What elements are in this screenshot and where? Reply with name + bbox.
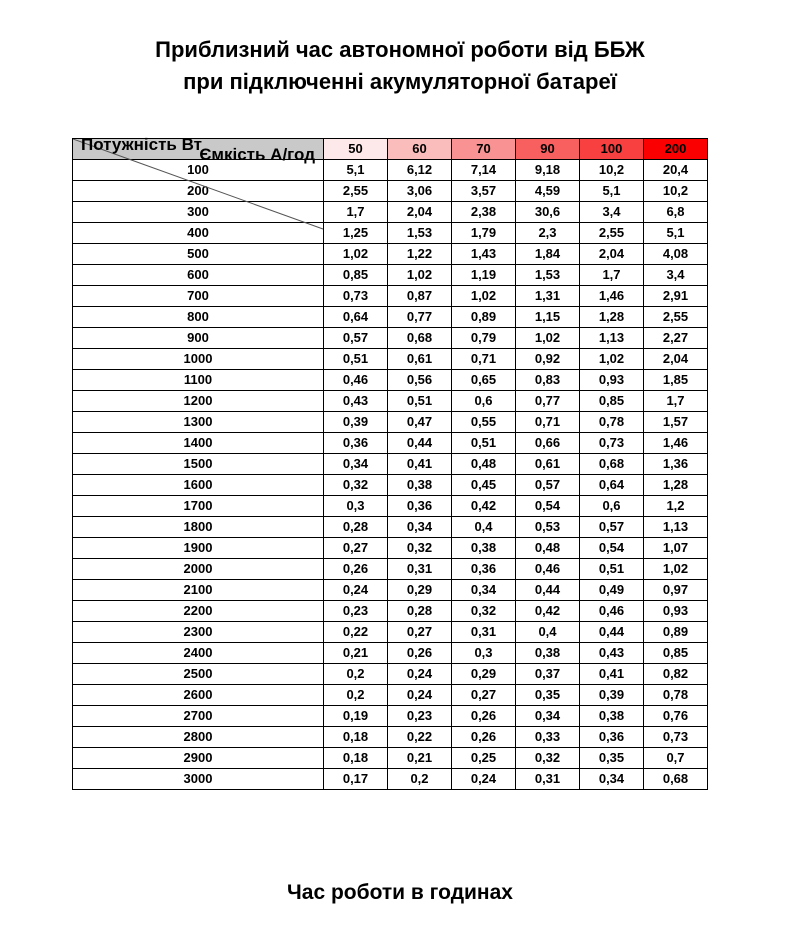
runtime-cell: 0,78 — [644, 685, 708, 706]
runtime-cell: 0,34 — [580, 769, 644, 790]
runtime-cell: 0,51 — [388, 391, 452, 412]
table-row — [73, 496, 708, 517]
runtime-cell: 0,57 — [516, 475, 580, 496]
table-row — [73, 412, 708, 433]
runtime-cell: 0,27 — [452, 685, 516, 706]
power-cell: 2100 — [73, 580, 324, 601]
runtime-cell: 0,83 — [516, 370, 580, 391]
power-cell: 1900 — [73, 538, 324, 559]
runtime-cell: 0,49 — [580, 580, 644, 601]
table-row — [73, 328, 708, 349]
table-row — [73, 370, 708, 391]
runtime-cell: 0,45 — [452, 475, 516, 496]
runtime-cell: 0,56 — [388, 370, 452, 391]
table-row — [73, 685, 708, 706]
runtime-cell: 0,38 — [452, 538, 516, 559]
runtime-cell: 0,23 — [388, 706, 452, 727]
runtime-cell: 0,4 — [452, 517, 516, 538]
runtime-cell: 0,66 — [516, 433, 580, 454]
runtime-cell: 0,32 — [388, 538, 452, 559]
runtime-cell: 3,06 — [388, 181, 452, 202]
runtime-cell: 0,51 — [324, 349, 388, 370]
power-cell: 800 — [73, 307, 324, 328]
runtime-cell: 0,73 — [644, 727, 708, 748]
power-cell: 2000 — [73, 559, 324, 580]
runtime-cell: 5,1 — [644, 223, 708, 244]
runtime-cell: 4,59 — [516, 181, 580, 202]
table-row — [73, 265, 708, 286]
runtime-cell: 0,48 — [452, 454, 516, 475]
runtime-cell: 0,39 — [324, 412, 388, 433]
runtime-cell: 5,1 — [324, 160, 388, 181]
runtime-cell: 0,28 — [324, 517, 388, 538]
runtime-cell: 0,61 — [516, 454, 580, 475]
runtime-cell: 0,48 — [516, 538, 580, 559]
runtime-cell: 0,85 — [580, 391, 644, 412]
table-row — [73, 559, 708, 580]
runtime-cell: 0,71 — [516, 412, 580, 433]
runtime-cell: 0,17 — [324, 769, 388, 790]
power-cell: 3000 — [73, 769, 324, 790]
runtime-cell: 0,34 — [324, 454, 388, 475]
runtime-cell: 0,71 — [452, 349, 516, 370]
runtime-cell: 1,46 — [580, 286, 644, 307]
runtime-cell: 1,2 — [644, 496, 708, 517]
runtime-cell: 0,73 — [580, 433, 644, 454]
runtime-cell: 0,77 — [516, 391, 580, 412]
table-row — [73, 244, 708, 265]
runtime-cell: 0,36 — [580, 727, 644, 748]
runtime-cell: 0,76 — [644, 706, 708, 727]
runtime-cell: 0,93 — [644, 601, 708, 622]
power-cell: 1000 — [73, 349, 324, 370]
runtime-cell: 0,26 — [452, 727, 516, 748]
power-cell: 600 — [73, 265, 324, 286]
runtime-cell: 0,22 — [388, 727, 452, 748]
runtime-cell: 0,26 — [452, 706, 516, 727]
table-row — [73, 349, 708, 370]
runtime-cell: 6,12 — [388, 160, 452, 181]
runtime-cell: 0,2 — [324, 664, 388, 685]
runtime-cell: 0,61 — [388, 349, 452, 370]
runtime-cell: 1,7 — [324, 202, 388, 223]
runtime-cell: 0,44 — [388, 433, 452, 454]
runtime-cell: 0,64 — [580, 475, 644, 496]
power-cell: 1600 — [73, 475, 324, 496]
runtime-cell: 1,46 — [644, 433, 708, 454]
runtime-cell: 0,28 — [388, 601, 452, 622]
power-cell: 1200 — [73, 391, 324, 412]
power-cell: 1400 — [73, 433, 324, 454]
runtime-cell: 0,6 — [452, 391, 516, 412]
runtime-cell: 1,43 — [452, 244, 516, 265]
title-line-2: при підключенні акумуляторної батареї — [183, 69, 617, 94]
runtime-cell: 0,41 — [580, 664, 644, 685]
runtime-cell: 0,7 — [644, 748, 708, 769]
runtime-cell: 0,21 — [388, 748, 452, 769]
runtime-cell: 1,02 — [516, 328, 580, 349]
runtime-cell: 0,22 — [324, 622, 388, 643]
corner-header — [73, 135, 324, 164]
runtime-cell: 0,35 — [516, 685, 580, 706]
runtime-cell: 2,91 — [644, 286, 708, 307]
runtime-cell: 0,34 — [516, 706, 580, 727]
runtime-cell: 1,13 — [644, 517, 708, 538]
runtime-cell: 0,68 — [644, 769, 708, 790]
runtime-cell: 0,37 — [516, 664, 580, 685]
runtime-cell: 9,18 — [516, 160, 580, 181]
runtime-cell: 0,53 — [516, 517, 580, 538]
runtime-cell: 0,85 — [644, 643, 708, 664]
power-cell: 1800 — [73, 517, 324, 538]
runtime-cell: 7,14 — [452, 160, 516, 181]
runtime-cell: 0,24 — [388, 664, 452, 685]
runtime-cell: 0,54 — [580, 538, 644, 559]
runtime-cell: 1,22 — [388, 244, 452, 265]
power-cell: 2400 — [73, 643, 324, 664]
power-cell: 1300 — [73, 412, 324, 433]
table-row — [73, 664, 708, 685]
runtime-cell: 20,4 — [644, 160, 708, 181]
runtime-cell: 0,64 — [324, 307, 388, 328]
power-cell: 1700 — [73, 496, 324, 517]
runtime-cell: 0,82 — [644, 664, 708, 685]
runtime-cell: 1,57 — [644, 412, 708, 433]
table-row — [73, 307, 708, 328]
runtime-cell: 1,02 — [388, 265, 452, 286]
runtime-cell: 0,51 — [452, 433, 516, 454]
runtime-cell: 0,78 — [580, 412, 644, 433]
runtime-cell: 0,39 — [580, 685, 644, 706]
runtime-cell: 0,46 — [324, 370, 388, 391]
runtime-cell: 1,28 — [644, 475, 708, 496]
table-row — [73, 475, 708, 496]
runtime-cell: 0,47 — [388, 412, 452, 433]
runtime-cell: 0,33 — [516, 727, 580, 748]
runtime-cell: 0,44 — [580, 622, 644, 643]
runtime-cell: 1,07 — [644, 538, 708, 559]
runtime-cell: 0,24 — [452, 769, 516, 790]
runtime-cell: 1,02 — [580, 349, 644, 370]
table-row — [73, 706, 708, 727]
runtime-cell: 2,3 — [516, 223, 580, 244]
runtime-cell: 0,26 — [388, 643, 452, 664]
runtime-cell: 1,84 — [516, 244, 580, 265]
runtime-cell: 0,34 — [388, 517, 452, 538]
runtime-cell: 1,53 — [516, 265, 580, 286]
page-title — [0, 34, 800, 98]
runtime-cell: 1,13 — [580, 328, 644, 349]
runtime-cell: 1,7 — [644, 391, 708, 412]
table-row — [73, 748, 708, 769]
runtime-cell: 0,29 — [388, 580, 452, 601]
runtime-cell: 3,4 — [580, 202, 644, 223]
table-row — [73, 622, 708, 643]
power-cell: 2300 — [73, 622, 324, 643]
title-line-1: Приблизний час автономної роботи від ББЖ — [155, 37, 645, 62]
runtime-cell: 0,41 — [388, 454, 452, 475]
table-row — [73, 727, 708, 748]
power-cell: 2700 — [73, 706, 324, 727]
runtime-cell: 1,19 — [452, 265, 516, 286]
table-row — [73, 391, 708, 412]
runtime-cell: 1,36 — [644, 454, 708, 475]
table-row — [73, 286, 708, 307]
runtime-cell: 0,38 — [388, 475, 452, 496]
runtime-cell: 0,3 — [324, 496, 388, 517]
runtime-cell: 0,34 — [452, 580, 516, 601]
runtime-cell: 0,46 — [580, 601, 644, 622]
runtime-cell: 2,04 — [580, 244, 644, 265]
runtime-cell: 0,43 — [580, 643, 644, 664]
power-cell: 900 — [73, 328, 324, 349]
runtime-cell: 6,8 — [644, 202, 708, 223]
power-cell: 400 — [73, 223, 324, 244]
runtime-cell: 1,53 — [388, 223, 452, 244]
table-row — [73, 580, 708, 601]
capacity-axis-label: Ємкість А/год — [199, 145, 315, 164]
runtime-cell: 0,38 — [516, 643, 580, 664]
header-row — [73, 139, 708, 160]
runtime-cell: 0,43 — [324, 391, 388, 412]
runtime-cell: 3,4 — [644, 265, 708, 286]
runtime-cell: 0,32 — [516, 748, 580, 769]
runtime-cell: 1,85 — [644, 370, 708, 391]
runtime-cell: 0,42 — [516, 601, 580, 622]
runtime-cell: 2,04 — [388, 202, 452, 223]
runtime-cell: 0,6 — [580, 496, 644, 517]
runtime-cell: 0,4 — [516, 622, 580, 643]
runtime-cell: 0,87 — [388, 286, 452, 307]
runtime-cell: 1,15 — [516, 307, 580, 328]
runtime-cell: 0,79 — [452, 328, 516, 349]
runtime-cell: 1,28 — [580, 307, 644, 328]
runtime-cell: 1,79 — [452, 223, 516, 244]
table-row — [73, 517, 708, 538]
runtime-cell: 0,36 — [452, 559, 516, 580]
runtime-cell: 0,2 — [324, 685, 388, 706]
runtime-cell: 0,38 — [580, 706, 644, 727]
power-cell: 1100 — [73, 370, 324, 391]
capacity-header: 50 — [324, 139, 388, 160]
table-row — [73, 769, 708, 790]
capacity-header: 90 — [516, 139, 580, 160]
runtime-cell: 2,55 — [580, 223, 644, 244]
runtime-cell: 2,38 — [452, 202, 516, 223]
runtime-cell: 0,26 — [324, 559, 388, 580]
capacity-header: 60 — [388, 139, 452, 160]
runtime-cell: 0,68 — [580, 454, 644, 475]
runtime-cell: 0,24 — [324, 580, 388, 601]
runtime-cell: 0,77 — [388, 307, 452, 328]
runtime-cell: 0,21 — [324, 643, 388, 664]
runtime-cell: 0,31 — [388, 559, 452, 580]
runtime-cell: 0,18 — [324, 727, 388, 748]
runtime-cell: 0,31 — [516, 769, 580, 790]
table-body — [73, 160, 708, 790]
capacity-header: 70 — [452, 139, 516, 160]
power-cell: 500 — [73, 244, 324, 265]
runtime-cell: 0,24 — [388, 685, 452, 706]
runtime-cell: 0,85 — [324, 265, 388, 286]
runtime-cell: 0,57 — [324, 328, 388, 349]
table-row — [73, 601, 708, 622]
runtime-cell: 4,08 — [644, 244, 708, 265]
power-cell: 2800 — [73, 727, 324, 748]
runtime-cell: 1,02 — [452, 286, 516, 307]
runtime-cell: 3,57 — [452, 181, 516, 202]
runtime-cell: 0,42 — [452, 496, 516, 517]
power-cell: 300 — [73, 202, 324, 223]
runtime-cell: 0,18 — [324, 748, 388, 769]
table-row — [73, 538, 708, 559]
runtime-cell: 0,44 — [516, 580, 580, 601]
runtime-cell: 0,57 — [580, 517, 644, 538]
runtime-cell: 0,25 — [452, 748, 516, 769]
runtime-cell: 0,55 — [452, 412, 516, 433]
runtime-cell: 0,23 — [324, 601, 388, 622]
power-cell: 200 — [73, 181, 324, 202]
runtime-cell: 10,2 — [644, 181, 708, 202]
power-axis-label: Потужність Вт — [81, 135, 202, 154]
runtime-cell: 0,3 — [452, 643, 516, 664]
runtime-cell: 0,27 — [324, 538, 388, 559]
runtime-cell: 0,89 — [452, 307, 516, 328]
runtime-cell: 1,02 — [644, 559, 708, 580]
footer-caption: Час роботи в годинах — [287, 881, 513, 904]
runtime-cell: 0,35 — [580, 748, 644, 769]
runtime-cell: 10,2 — [580, 160, 644, 181]
runtime-cell: 0,68 — [388, 328, 452, 349]
capacity-header: 100 — [580, 139, 644, 160]
runtime-cell: 0,32 — [452, 601, 516, 622]
table-row — [73, 643, 708, 664]
runtime-cell: 0,36 — [388, 496, 452, 517]
power-cell: 2500 — [73, 664, 324, 685]
power-cell: 100 — [73, 160, 324, 181]
runtime-cell: 0,29 — [452, 664, 516, 685]
runtime-cell: 0,65 — [452, 370, 516, 391]
runtime-cell: 0,27 — [388, 622, 452, 643]
runtime-cell: 2,27 — [644, 328, 708, 349]
power-cell: 2900 — [73, 748, 324, 769]
runtime-cell: 2,55 — [644, 307, 708, 328]
runtime-cell: 0,73 — [324, 286, 388, 307]
power-cell: 1500 — [73, 454, 324, 475]
runtime-cell: 2,04 — [644, 349, 708, 370]
runtime-cell: 0,31 — [452, 622, 516, 643]
power-cell: 2600 — [73, 685, 324, 706]
runtime-cell: 1,02 — [324, 244, 388, 265]
runtime-cell: 30,6 — [516, 202, 580, 223]
runtime-cell: 0,2 — [388, 769, 452, 790]
runtime-cell: 5,1 — [580, 181, 644, 202]
runtime-cell: 0,36 — [324, 433, 388, 454]
runtime-cell: 0,89 — [644, 622, 708, 643]
runtime-cell: 0,19 — [324, 706, 388, 727]
runtime-table — [72, 135, 708, 790]
runtime-cell: 0,97 — [644, 580, 708, 601]
runtime-cell: 0,32 — [324, 475, 388, 496]
runtime-cell: 0,92 — [516, 349, 580, 370]
table-row — [73, 433, 708, 454]
runtime-cell: 0,54 — [516, 496, 580, 517]
runtime-cell: 1,7 — [580, 265, 644, 286]
runtime-cell: 0,46 — [516, 559, 580, 580]
runtime-cell: 1,25 — [324, 223, 388, 244]
runtime-cell: 1,31 — [516, 286, 580, 307]
power-cell: 2200 — [73, 601, 324, 622]
capacity-header: 200 — [644, 139, 708, 160]
table-row — [73, 454, 708, 475]
runtime-cell: 2,55 — [324, 181, 388, 202]
runtime-cell: 0,51 — [580, 559, 644, 580]
power-cell: 700 — [73, 286, 324, 307]
runtime-cell: 0,93 — [580, 370, 644, 391]
